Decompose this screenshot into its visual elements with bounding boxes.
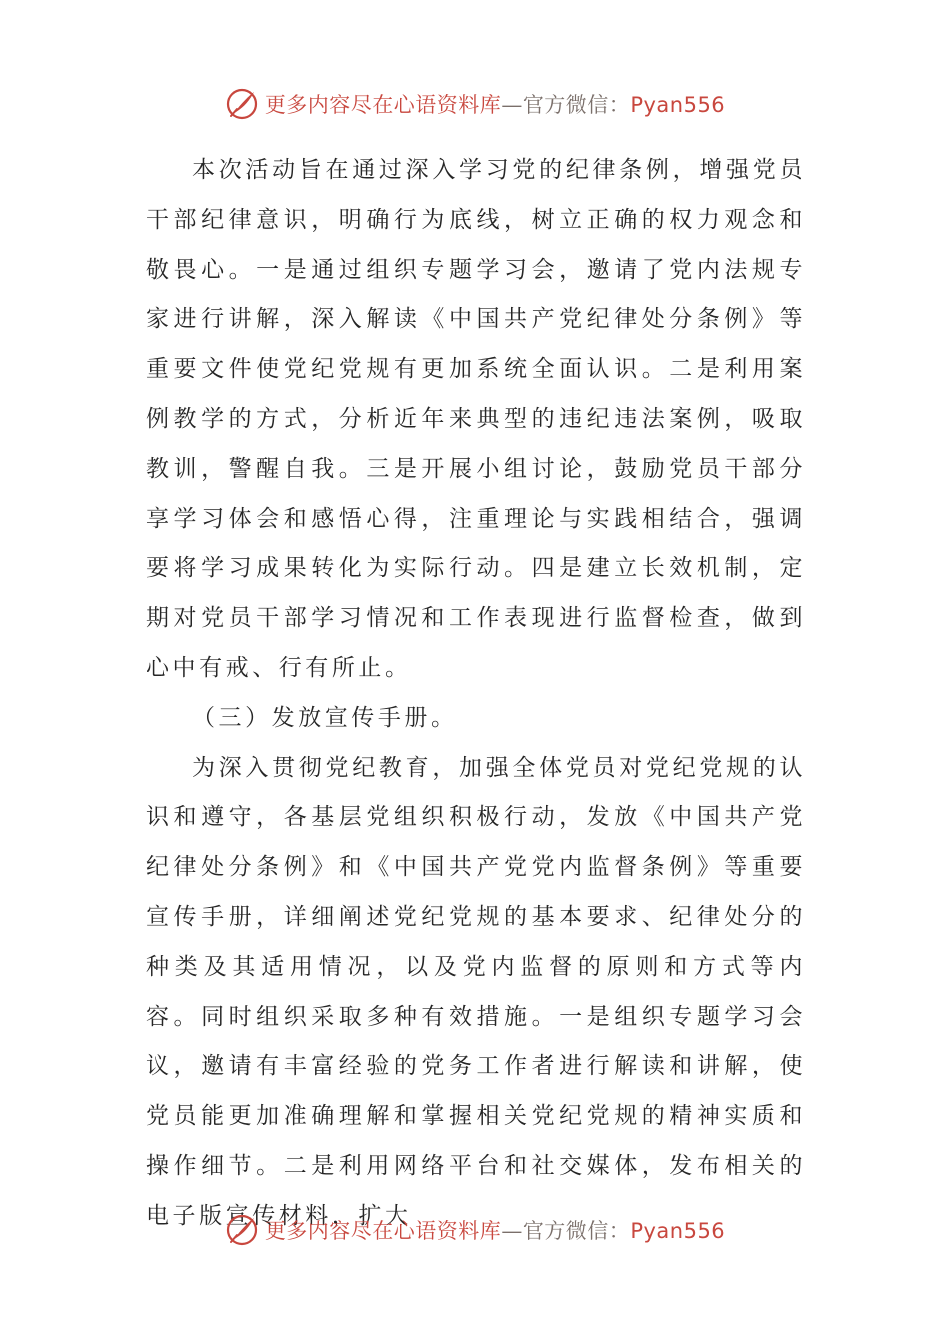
body-paragraph-1: 本次活动旨在通过深入学习党的纪律条例，增强党员干部纪律意识，明确行为底线，树立正确的权力观念和敬畏心。一是通过组织专题学习会，邀请了党内法规专家进行讲解，深入解读《中国共产党纪律处分条例》等重要文件使党纪党规有更加系统全面认识。二是利用案例教学的方式，分析近年来典型的违纪违法案例，吸取教训，警醒自我。三是开展小组讨论，鼓励党员干部分享学习体会和感悟心得，注重理论与实践相结合，强调要将学习成果转化为实际行动。四是建立长效机制，定期对党员干部学习情况和工作表现进行监督检查，做到心中有戒、行有所止。 (146, 157, 806, 681)
watermark-id: Pyan556 (630, 93, 726, 117)
document-body (146, 146, 806, 1242)
section-heading-3: （三）发放宣传手册。 (192, 704, 458, 731)
quill-pen-logo-icon (225, 87, 259, 121)
watermark-main: 更多内容尽在心语资料库 (264, 93, 502, 117)
watermark-main: 更多内容尽在心语资料库 (264, 1219, 502, 1243)
watermark-text (265, 1215, 725, 1245)
watermark-id: Pyan556 (630, 1219, 726, 1243)
quill-pen-logo-icon (225, 1213, 259, 1247)
watermark-sub: 官方微信： (522, 93, 631, 117)
footer-watermark (0, 1208, 950, 1252)
watermark-text (265, 89, 725, 119)
watermark-sub: 官方微信： (522, 1219, 631, 1243)
header-watermark (0, 82, 950, 126)
body-paragraph-2: 为深入贯彻党纪教育，加强全体党员对党纪党规的认识和遵守，各基层党组织积极行动，发放《中国共产党纪律处分条例》和《中国共产党党内监督条例》等重要宣传手册，详细阐述党纪党规的基本要求、纪律处分的种类及其适用情况，以及党内监督的原则和方式等内容。同时组织采取多种有效措施。一是组织专题学习会议，邀请有丰富经验的党务工作者进行解读和讲解，使党员能更加准确理解和掌握相关党纪党规的精神实质和操作细节。二是利用网络平台和社交媒体，发布相关的电子版宣传材料，扩大 (146, 754, 806, 1229)
watermark-dash: — (501, 93, 523, 117)
watermark-dash: — (501, 1219, 523, 1243)
